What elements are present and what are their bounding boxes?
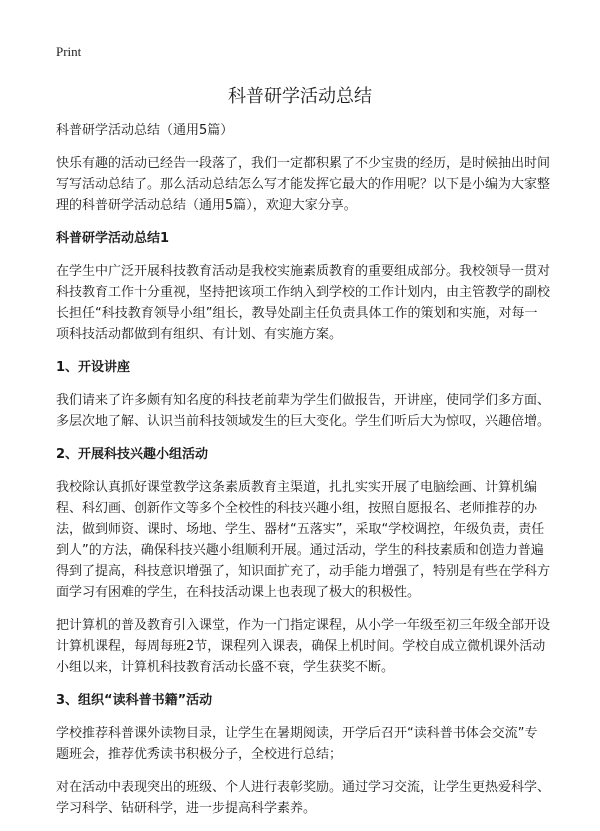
interest-groups-paragraph: 我校除认真抓好课堂教学这条素质教育主渠道，扎扎实实开展了电脑绘画、计算机编程、科幻画、创新作文等多个全校性的科技兴趣小组，按照自愿报名、老师推荐的办法，做到师资、课时、场地、学生、器材“五落实”，采取“学校调控，年级负责，责任到人”的方法，确保科技兴趣小组顺利开展。通过活动，学生的科技素质和创造力普遍得到了提高，科技意识增强了，知识面扩充了，动手能力增强了，特别是有些在学科方面学习有困难的学生，在科技活动课上也表现了极大的积极性。 — [56, 480, 551, 600]
summary-1-paragraph: 在学生中广泛开展科技教育活动是我校实施素质教育的重要组成部分。我校领导一贯对科技教育工作十分重视，坚持把该项工作纳入到学校的工作计划内，由主管教学的副校长担任“科技教育领导小组”组长，教导处副主任负责具体工作的策划和实施，对每一项科技活动都做到有组织、有计划、有实施方案。 — [56, 264, 551, 342]
section-heading-lectures: 1、开设讲座 — [56, 360, 131, 375]
computer-course-paragraph: 把计算机的普及教育引入课堂，作为一门指定课程，从小学一年级至初三年级全部开设计算机课程，每周每班2节，课程列入课表，确保上机时间。学校自成立微机课外活动小组以来，计算机科技教育活动长盛不衰，学生获奖不断。 — [56, 618, 551, 675]
lectures-paragraph: 我们请来了许多颇有知名度的科技老前辈为学生们做报告，开讲座，使同学们多方面、多层次地了解、认识当前科技领域发生的巨大变化。学生们听后大为惊叹，兴趣倍增。 — [56, 393, 551, 429]
section-heading-summary-1: 科普研学活动总结1 — [56, 231, 170, 246]
article-subtitle: 科普研学活动总结（通用5篇） — [56, 123, 234, 138]
print-link[interactable]: Print — [56, 44, 82, 59]
section-heading-reading: 3、组织“读科普书籍”活动 — [56, 693, 213, 708]
article-body — [56, 120, 550, 831]
intro-paragraph: 快乐有趣的活动已经告一段落了，我们一定都积累了不少宝贵的经历，是时候抽出时间写写活动总结了。那么活动总结怎么写才能发挥它最大的作用呢？以下是小编为大家整理的科普研学活动总结（通用5篇），欢迎大家分享。 — [56, 156, 551, 213]
section-heading-interest-groups: 2、开展科技兴趣小组活动 — [56, 447, 209, 462]
document-title: 科普研学活动总结 — [228, 86, 372, 107]
reading-paragraph-2: 对在活动中表现突出的班级、个人进行表彰奖励。通过学习交流，让学生更热爱科学、学习科学、钻研科学，进一步提高科学素养。 — [56, 780, 551, 816]
reading-paragraph-1: 学校推荐科普课外读物目录，让学生在暑期阅读，开学后召开“读科普书体会交流”专题班会，推荐优秀读书积极分子，全校进行总结； — [56, 726, 538, 762]
